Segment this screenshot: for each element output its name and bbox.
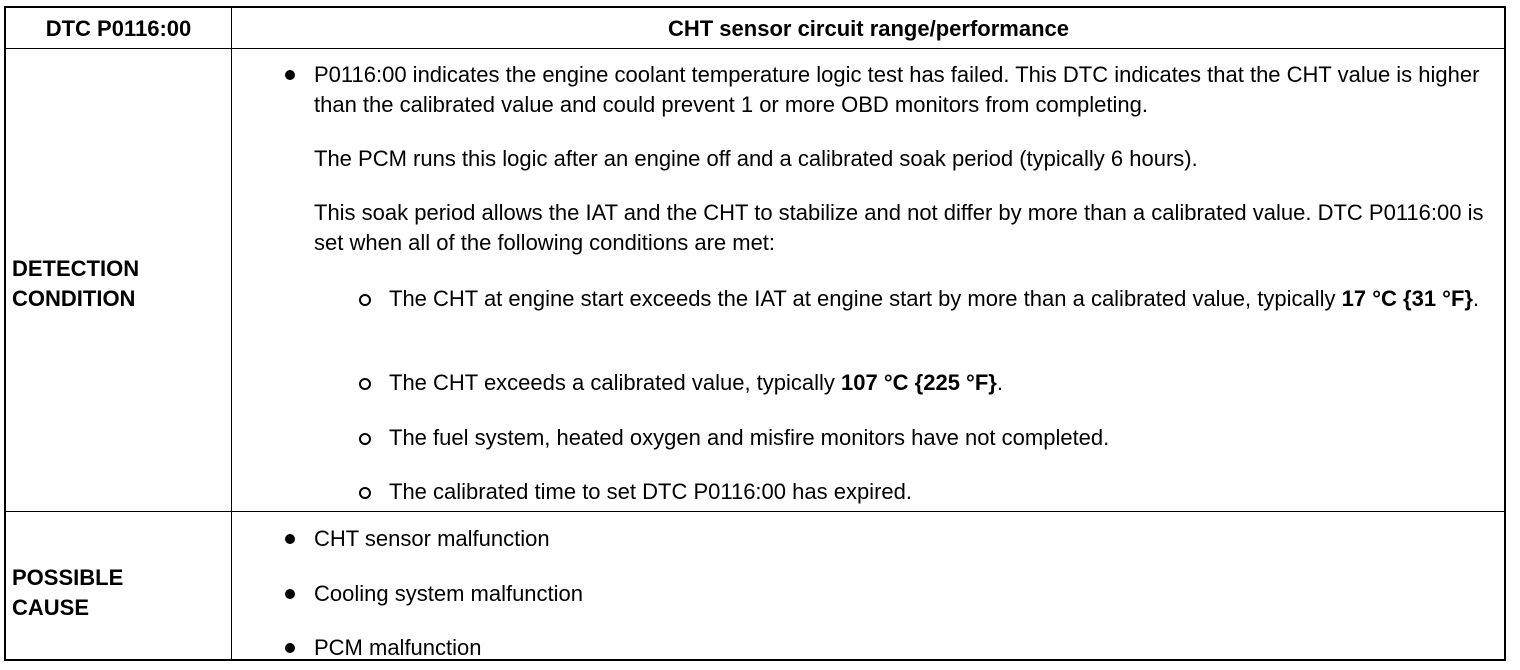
bullet-icon [285, 534, 295, 544]
condition-2-value: 107 °C {225 °F} [841, 370, 997, 395]
detection-label-line1: DETECTION [12, 256, 140, 281]
circle-bullet-icon [359, 294, 371, 306]
bullet-icon [285, 70, 295, 80]
dtc-code-cell [6, 8, 232, 48]
bullet-icon [285, 643, 295, 653]
detection-paragraph-3: This soak period allows the IAT and the CHT to stabilize and not differ by more than a calibrated value. DTC P0116:00 is set when all of the following conditions are met: [314, 200, 1484, 255]
condition-1-text: The CHT at engine start exceeds the IAT at engine start by more than a calibrated value, typically [389, 286, 1336, 311]
dtc-table [4, 6, 1506, 661]
cause-content-cell [233, 512, 1504, 659]
circle-bullet-icon [359, 487, 371, 499]
condition-2-text: The CHT exceeds a calibrated value, typically [389, 370, 835, 395]
table-header-row [6, 8, 1504, 49]
cause-label-line1: POSSIBLE [12, 565, 124, 590]
condition-1 [389, 284, 1484, 314]
detection-paragraph-1: P0116:00 indicates the engine coolant temperature logic test has failed. This DTC indicates that the CHT value is higher than the calibrated value and could prevent 1 or more OBD monitors from completing. [314, 62, 1480, 117]
detection-condition-row [6, 49, 1504, 512]
detection-paragraph-2: The PCM runs this logic after an engine off and a calibrated soak period (typically 6 hours). [314, 146, 1198, 171]
possible-cause-row [6, 512, 1504, 659]
condition-2-period: . [996, 370, 1003, 395]
condition-4: The calibrated time to set DTC P0116:00 has expired. [389, 479, 912, 504]
dtc-title-cell [233, 8, 1504, 48]
cause-item: Cooling system malfunction [314, 581, 584, 606]
cause-label-line2: CAUSE [12, 595, 90, 620]
detection-label-cell [6, 49, 232, 511]
condition-3: The fuel system, heated oxygen and misfire monitors have not completed. [389, 425, 1110, 450]
cause-label-cell [6, 512, 232, 659]
condition-1-value: 17 °C {31 °F} [1341, 286, 1473, 311]
condition-2 [389, 368, 1484, 398]
detection-content-cell [233, 49, 1504, 511]
condition-1-period: . [1472, 286, 1480, 311]
circle-bullet-icon [359, 433, 371, 445]
dtc-title: CHT sensor circuit range/performance [667, 16, 1069, 41]
circle-bullet-icon [359, 378, 371, 390]
detection-label-line2: CONDITION [12, 286, 136, 311]
cause-item: CHT sensor malfunction [314, 526, 550, 551]
dtc-code: DTC P0116:00 [45, 16, 192, 41]
cause-item: PCM malfunction [314, 635, 482, 660]
bullet-icon [285, 589, 295, 599]
